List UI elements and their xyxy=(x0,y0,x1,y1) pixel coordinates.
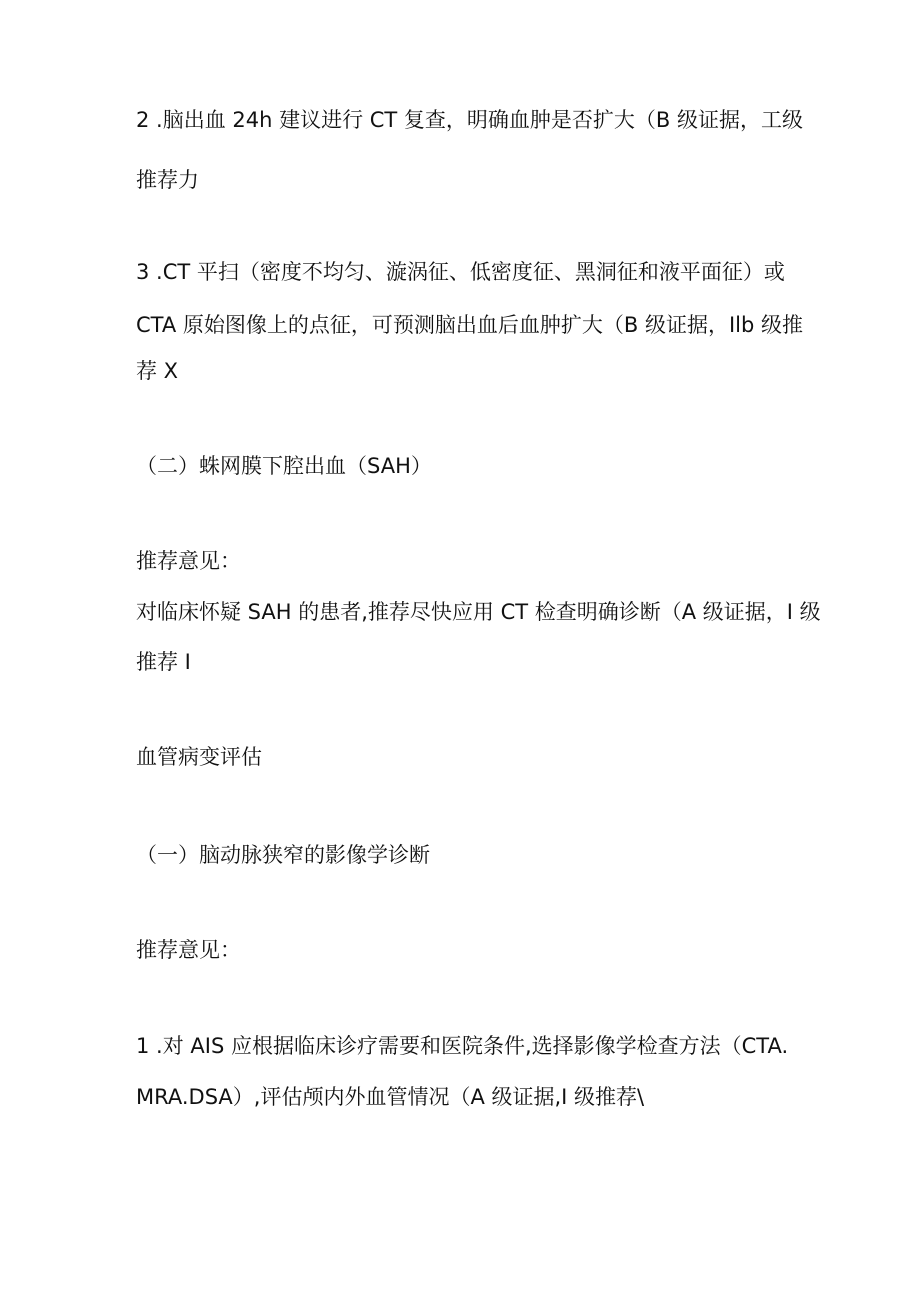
paragraph-line: 推荐意见： xyxy=(136,938,241,962)
paragraph-line: 荐 X xyxy=(136,359,179,383)
section-heading: （一）脑动脉狭窄的影像学诊断 xyxy=(136,843,430,867)
paragraph-line: 推荐 I xyxy=(136,650,191,674)
paragraph-line: CTA 原始图像上的点征，可预测脑出血后血肿扩大（B 级证据，Ilb 级推 xyxy=(136,313,804,337)
paragraph-line: MRA.DSA）,评估颅内外血管情况（A 级证据,I 级推荐\ xyxy=(136,1085,645,1109)
paragraph-line: 3 .CT 平扫（密度不均匀、漩涡征、低密度征、黑洞征和液平面征）或 xyxy=(136,260,785,284)
paragraph-line: 对临床怀疑 SAH 的患者,推荐尽快应用 CT 检查明确诊断（A 级证据，I 级 xyxy=(136,600,821,624)
section-heading: 血管病变评估 xyxy=(136,745,262,769)
paragraph-line: 推荐意见： xyxy=(136,549,241,573)
paragraph-line: 1 .对 AIS 应根据临床诊疗需要和医院条件,选择影像学检查方法（CTA. xyxy=(136,1034,789,1058)
section-heading: （二）蛛网膜下腔出血（SAH） xyxy=(136,454,432,478)
paragraph-line: 推荐力 xyxy=(136,168,199,192)
paragraph-line: 2 .脑出血 24h 建议进行 CT 复查，明确血肿是否扩大（B 级证据，工级 xyxy=(136,108,804,132)
